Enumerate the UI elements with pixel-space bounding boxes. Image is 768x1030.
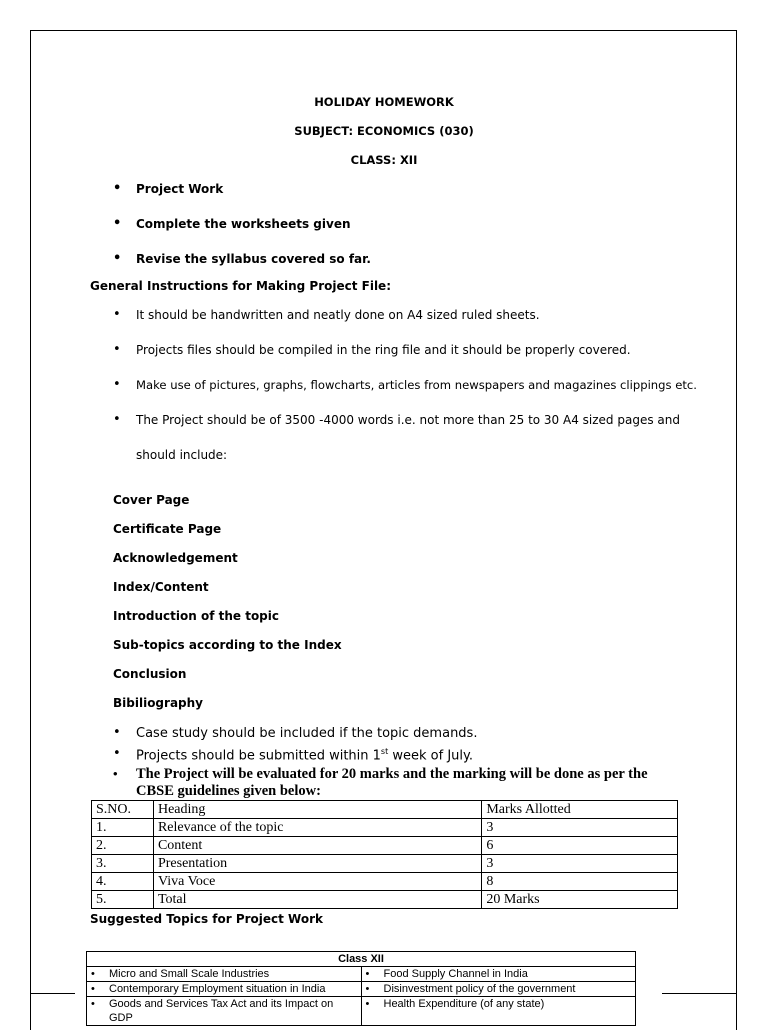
table-row bbox=[87, 967, 636, 982]
content-item: Conclusion bbox=[113, 667, 187, 681]
bullet-icon: • bbox=[91, 983, 95, 995]
topics-table-title: Class XII bbox=[87, 952, 636, 967]
table-row bbox=[92, 891, 678, 909]
topics-table bbox=[86, 951, 636, 1026]
instruction-item: • Projects files should be compiled in the ring file and it should be properly covered. bbox=[113, 342, 631, 357]
bullet-icon: • bbox=[113, 216, 122, 231]
task-item: • Complete the worksheets given bbox=[113, 216, 351, 231]
content-item: Bibiliography bbox=[113, 696, 203, 710]
bullet-icon: • bbox=[113, 412, 121, 427]
note-case-study: • Case study should be included if the topic demands. bbox=[113, 725, 478, 741]
table-row bbox=[87, 982, 636, 997]
table-cell: 4. bbox=[92, 873, 154, 891]
content-item: Cover Page bbox=[113, 493, 190, 507]
instruction-item: • The Project should be of 3500 -4000 words i.e. not more than 25 to 30 A4 sized pages and bbox=[113, 412, 680, 427]
table-cell: 8 bbox=[482, 873, 678, 891]
instructions-heading: General Instructions for Making Project File: bbox=[90, 279, 391, 293]
content-item: Certificate Page bbox=[113, 522, 222, 536]
bullet-icon: • bbox=[113, 251, 122, 266]
note-submission: • Projects should be submitted within 1st week of July. bbox=[113, 746, 473, 764]
content-item: Introduction of the topic bbox=[113, 609, 280, 623]
topic-cell: • Food Supply Channel in India bbox=[361, 967, 636, 982]
task-item: • Project Work bbox=[113, 181, 224, 196]
table-cell: 3. bbox=[92, 855, 154, 873]
table-row bbox=[87, 997, 636, 1026]
table-cell: 20 Marks bbox=[482, 891, 678, 909]
topic-cell: • Goods and Services Tax Act and its Impact on GDP bbox=[87, 997, 362, 1026]
bullet-icon: • bbox=[113, 746, 121, 761]
note-evaluation: • The Project will be evaluated for 20 marks and the marking will be done as per the CBSE guidelines given below: bbox=[113, 766, 648, 799]
table-cell: 1. bbox=[92, 819, 154, 837]
table-cell: 3 bbox=[482, 855, 678, 873]
table-cell: Viva Voce bbox=[153, 873, 481, 891]
table-cell: Presentation bbox=[153, 855, 481, 873]
bullet-icon: • bbox=[113, 307, 121, 322]
table-header-cell: Marks Allotted bbox=[482, 801, 678, 819]
bullet-icon: • bbox=[113, 181, 122, 196]
table-header-cell: Heading bbox=[153, 801, 481, 819]
table-header-row bbox=[92, 801, 678, 819]
task-item: • Revise the syllabus covered so far. bbox=[113, 251, 371, 266]
marks-table bbox=[91, 800, 678, 909]
topics-title-row bbox=[87, 952, 636, 967]
content-item: Index/Content bbox=[113, 580, 209, 594]
content-item: Sub-topics according to the Index bbox=[113, 638, 342, 652]
bullet-icon: • bbox=[365, 998, 370, 1010]
topic-cell: • Health Expenditure (of any state) bbox=[361, 997, 636, 1026]
topic-cell: • Contemporary Employment situation in India bbox=[87, 982, 362, 997]
table-cell: Total bbox=[153, 891, 481, 909]
doc-subject: SUBJECT: ECONOMICS (030) bbox=[294, 124, 474, 138]
table-row bbox=[92, 837, 678, 855]
bullet-icon: • bbox=[365, 983, 370, 995]
table-row bbox=[92, 819, 678, 837]
footer-rule-right bbox=[662, 993, 737, 994]
topics-heading: Suggested Topics for Project Work bbox=[90, 912, 324, 926]
table-header-cell: S.NO. bbox=[92, 801, 154, 819]
instruction-item: • It should be handwritten and neatly done on A4 sized ruled sheets. bbox=[113, 307, 540, 322]
topic-cell: • Disinvestment policy of the government bbox=[361, 982, 636, 997]
instruction-item: • Make use of pictures, graphs, flowcharts, articles from newspapers and magazines clippings etc. bbox=[113, 377, 697, 392]
table-row bbox=[92, 855, 678, 873]
table-row bbox=[92, 873, 678, 891]
table-cell: 2. bbox=[92, 837, 154, 855]
table-cell: 5. bbox=[92, 891, 154, 909]
footer-rule-left bbox=[30, 993, 75, 994]
bullet-icon: • bbox=[113, 766, 118, 781]
table-cell: 6 bbox=[482, 837, 678, 855]
content-item: Acknowledgement bbox=[113, 551, 238, 565]
bullet-icon: • bbox=[113, 342, 121, 357]
bullet-icon: • bbox=[365, 968, 370, 980]
table-cell: 3 bbox=[482, 819, 678, 837]
table-cell: Relevance of the topic bbox=[153, 819, 481, 837]
bullet-icon: • bbox=[91, 998, 95, 1010]
doc-class: CLASS: XII bbox=[350, 153, 418, 167]
bullet-icon: • bbox=[113, 377, 121, 392]
bullet-icon: • bbox=[113, 725, 121, 740]
doc-title: HOLIDAY HOMEWORK bbox=[314, 95, 454, 109]
table-cell: Content bbox=[153, 837, 481, 855]
instruction-continuation: should include: bbox=[136, 448, 228, 462]
topic-cell: • Micro and Small Scale Industries bbox=[87, 967, 362, 982]
bullet-icon: • bbox=[91, 968, 95, 980]
